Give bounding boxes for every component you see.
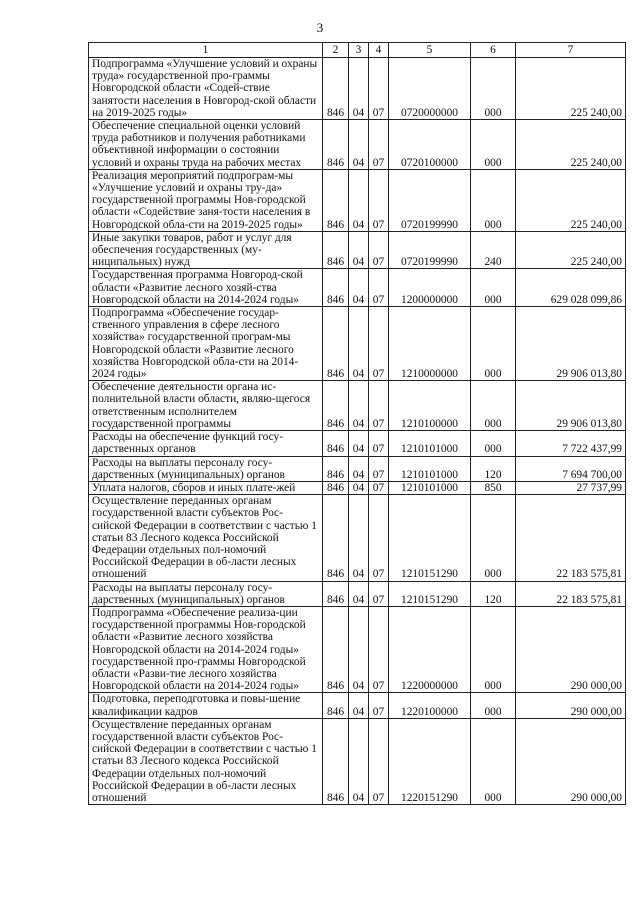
amount-cell: 29 906 013,80	[516, 381, 626, 431]
section-code-cell: 04	[349, 431, 369, 456]
table-row	[89, 269, 626, 307]
section-code-cell: 04	[349, 693, 369, 718]
amount-cell: 290 000,00	[516, 606, 626, 692]
department-code-cell: 846	[323, 495, 349, 581]
subsection-code-cell: 07	[369, 231, 389, 269]
amount-cell: 22 183 575,81	[516, 495, 626, 581]
department-code-cell: 846	[323, 231, 349, 269]
section-code-cell: 04	[349, 120, 369, 170]
table-row	[89, 718, 626, 804]
expense-type-cell: 000	[471, 381, 516, 431]
expense-type-cell: 000	[471, 120, 516, 170]
amount-cell: 290 000,00	[516, 693, 626, 718]
table-row	[89, 495, 626, 581]
department-code-cell: 846	[323, 481, 349, 494]
description-cell: Расходы на выплаты персоналу госу-дарственных (муниципальных) органов	[89, 456, 323, 481]
expense-type-cell: 120	[471, 456, 516, 481]
expense-type-cell: 240	[471, 231, 516, 269]
header-row	[89, 43, 626, 58]
target-article-cell: 1210151290	[389, 495, 471, 581]
table-row	[89, 693, 626, 718]
target-article-cell: 1210000000	[389, 307, 471, 381]
table-row	[89, 481, 626, 494]
expense-type-cell: 000	[471, 58, 516, 120]
target-article-cell: 1210151290	[389, 581, 471, 606]
subsection-code-cell: 07	[369, 456, 389, 481]
table-row	[89, 169, 626, 231]
header-cell: 2	[323, 43, 349, 58]
header-cell: 5	[389, 43, 471, 58]
description-cell: Подпрограмма «Улучшение условий и охраны труда» государственной про-граммы Новгородской области «Содей-ствие занятости населения в Новгород-ской области на 2019-2025 годы»	[89, 58, 323, 120]
header-cell: 3	[349, 43, 369, 58]
department-code-cell: 846	[323, 606, 349, 692]
description-cell: Расходы на обеспечение функций госу-дарственных органов	[89, 431, 323, 456]
department-code-cell: 846	[323, 58, 349, 120]
section-code-cell: 04	[349, 307, 369, 381]
section-code-cell: 04	[349, 169, 369, 231]
target-article-cell: 0720199990	[389, 169, 471, 231]
section-code-cell: 04	[349, 481, 369, 494]
target-article-cell: 1210101000	[389, 431, 471, 456]
subsection-code-cell: 07	[369, 693, 389, 718]
amount-cell: 29 906 013,80	[516, 307, 626, 381]
department-code-cell: 846	[323, 169, 349, 231]
amount-cell: 225 240,00	[516, 58, 626, 120]
description-cell: Расходы на выплаты персоналу госу-дарственных (муниципальных) органов	[89, 581, 323, 606]
description-cell: Подпрограмма «Обеспечение государ-ственного управления в сфере лесного хозяйства» государственной програм-мы Новгородской области «Развитие лесного хозяйства Новгородской обла-сти на 2014-2024 годы»	[89, 307, 323, 381]
target-article-cell: 1210101000	[389, 481, 471, 494]
target-article-cell: 1210100000	[389, 381, 471, 431]
header-cell: 7	[516, 43, 626, 58]
section-code-cell: 04	[349, 231, 369, 269]
expense-type-cell: 000	[471, 431, 516, 456]
section-code-cell: 04	[349, 269, 369, 307]
description-cell: Подпрограмма «Обеспечение реализа-ции государственной программы Нов-городской области «Развитие лесного хозяйства Новгородской области на 2014-2024 годы» государственной про-граммы Новгородской области «Разви-тие лесного хозяйства Новгородской области на 2014-2024 годы»	[89, 606, 323, 692]
amount-cell: 27 737,99	[516, 481, 626, 494]
department-code-cell: 846	[323, 120, 349, 170]
table-row	[89, 120, 626, 170]
table-row	[89, 231, 626, 269]
target-article-cell: 0720000000	[389, 58, 471, 120]
section-code-cell: 04	[349, 718, 369, 804]
subsection-code-cell: 07	[369, 606, 389, 692]
table-row	[89, 456, 626, 481]
target-article-cell: 1220151290	[389, 718, 471, 804]
section-code-cell: 04	[349, 606, 369, 692]
expense-type-cell: 120	[471, 581, 516, 606]
amount-cell: 22 183 575,81	[516, 581, 626, 606]
amount-cell: 225 240,00	[516, 169, 626, 231]
expense-type-cell: 000	[471, 606, 516, 692]
department-code-cell: 846	[323, 581, 349, 606]
expense-type-cell: 000	[471, 718, 516, 804]
table-row	[89, 58, 626, 120]
page-number: 3	[316, 20, 324, 35]
expense-type-cell: 000	[471, 269, 516, 307]
department-code-cell: 846	[323, 307, 349, 381]
description-cell: Подготовка, переподготовка и повы-шение квалификации кадров	[89, 693, 323, 718]
target-article-cell: 1210101000	[389, 456, 471, 481]
department-code-cell: 846	[323, 456, 349, 481]
subsection-code-cell: 07	[369, 58, 389, 120]
amount-cell: 225 240,00	[516, 231, 626, 269]
section-code-cell: 04	[349, 58, 369, 120]
table-row	[89, 581, 626, 606]
table-row	[89, 307, 626, 381]
target-article-cell: 0720199990	[389, 231, 471, 269]
section-code-cell: 04	[349, 381, 369, 431]
description-cell: Уплата налогов, сборов и иных плате-жей	[89, 481, 323, 494]
description-cell: Осуществление переданных органам государственной власти субъектов Рос-сийской Федерации в соответствии с частью 1 статьи 83 Лесного кодекса Российской Федерации отдельных пол-номочий Российской Федерации в об-ласти лесных отношений	[89, 718, 323, 804]
amount-cell: 225 240,00	[516, 120, 626, 170]
amount-cell: 290 000,00	[516, 718, 626, 804]
department-code-cell: 846	[323, 269, 349, 307]
department-code-cell: 846	[323, 381, 349, 431]
expense-type-cell: 000	[471, 495, 516, 581]
header-cell: 4	[369, 43, 389, 58]
target-article-cell: 1220000000	[389, 606, 471, 692]
subsection-code-cell: 07	[369, 718, 389, 804]
target-article-cell: 0720100000	[389, 120, 471, 170]
subsection-code-cell: 07	[369, 381, 389, 431]
amount-cell: 7 722 437,99	[516, 431, 626, 456]
table-row	[89, 381, 626, 431]
description-cell: Иные закупки товаров, работ и услуг для обеспечения государственных (му-ниципальных) нужд	[89, 231, 323, 269]
description-cell: Осуществление переданных органам государственной власти субъектов Рос-сийской Федерации в соответствии с частью 1 статьи 83 Лесного кодекса Российской Федерации отдельных пол-номочий Российской Федерации в об-ласти лесных отношений	[89, 495, 323, 581]
expense-type-cell: 000	[471, 169, 516, 231]
expense-type-cell: 000	[471, 307, 516, 381]
subsection-code-cell: 07	[369, 120, 389, 170]
description-cell: Государственная программа Новгород-ской области «Развитие лесного хозяй-ства Новгородской области на 2014-2024 годы»	[89, 269, 323, 307]
expense-type-cell: 850	[471, 481, 516, 494]
subsection-code-cell: 07	[369, 431, 389, 456]
section-code-cell: 04	[349, 456, 369, 481]
subsection-code-cell: 07	[369, 481, 389, 494]
department-code-cell: 846	[323, 431, 349, 456]
description-cell: Реализация мероприятий подпрограм-мы «Улучшение условий и охраны тру-да» государственной программы Нов-городской области «Содействие заня-тости населения в Новгородской обла-сти на 2019-2025 годы»	[89, 169, 323, 231]
description-cell: Обеспечение деятельности органа ис-полнительной власти области, являю-щегося ответственным исполнителем государственной программы	[89, 381, 323, 431]
department-code-cell: 846	[323, 693, 349, 718]
table-row	[89, 431, 626, 456]
budget-table	[88, 42, 626, 805]
subsection-code-cell: 07	[369, 169, 389, 231]
department-code-cell: 846	[323, 718, 349, 804]
table-body	[89, 58, 626, 805]
table-row	[89, 606, 626, 692]
subsection-code-cell: 07	[369, 269, 389, 307]
expense-type-cell: 000	[471, 693, 516, 718]
amount-cell: 629 028 099,86	[516, 269, 626, 307]
target-article-cell: 1220100000	[389, 693, 471, 718]
target-article-cell: 1200000000	[389, 269, 471, 307]
section-code-cell: 04	[349, 581, 369, 606]
section-code-cell: 04	[349, 495, 369, 581]
header-cell: 6	[471, 43, 516, 58]
header-cell: 1	[89, 43, 323, 58]
description-cell: Обеспечение специальной оценки условий труда работников и получения работниками объективной информации о состоянии условий и охраны труда на рабочих местах	[89, 120, 323, 170]
subsection-code-cell: 07	[369, 581, 389, 606]
subsection-code-cell: 07	[369, 495, 389, 581]
subsection-code-cell: 07	[369, 307, 389, 381]
amount-cell: 7 694 700,00	[516, 456, 626, 481]
